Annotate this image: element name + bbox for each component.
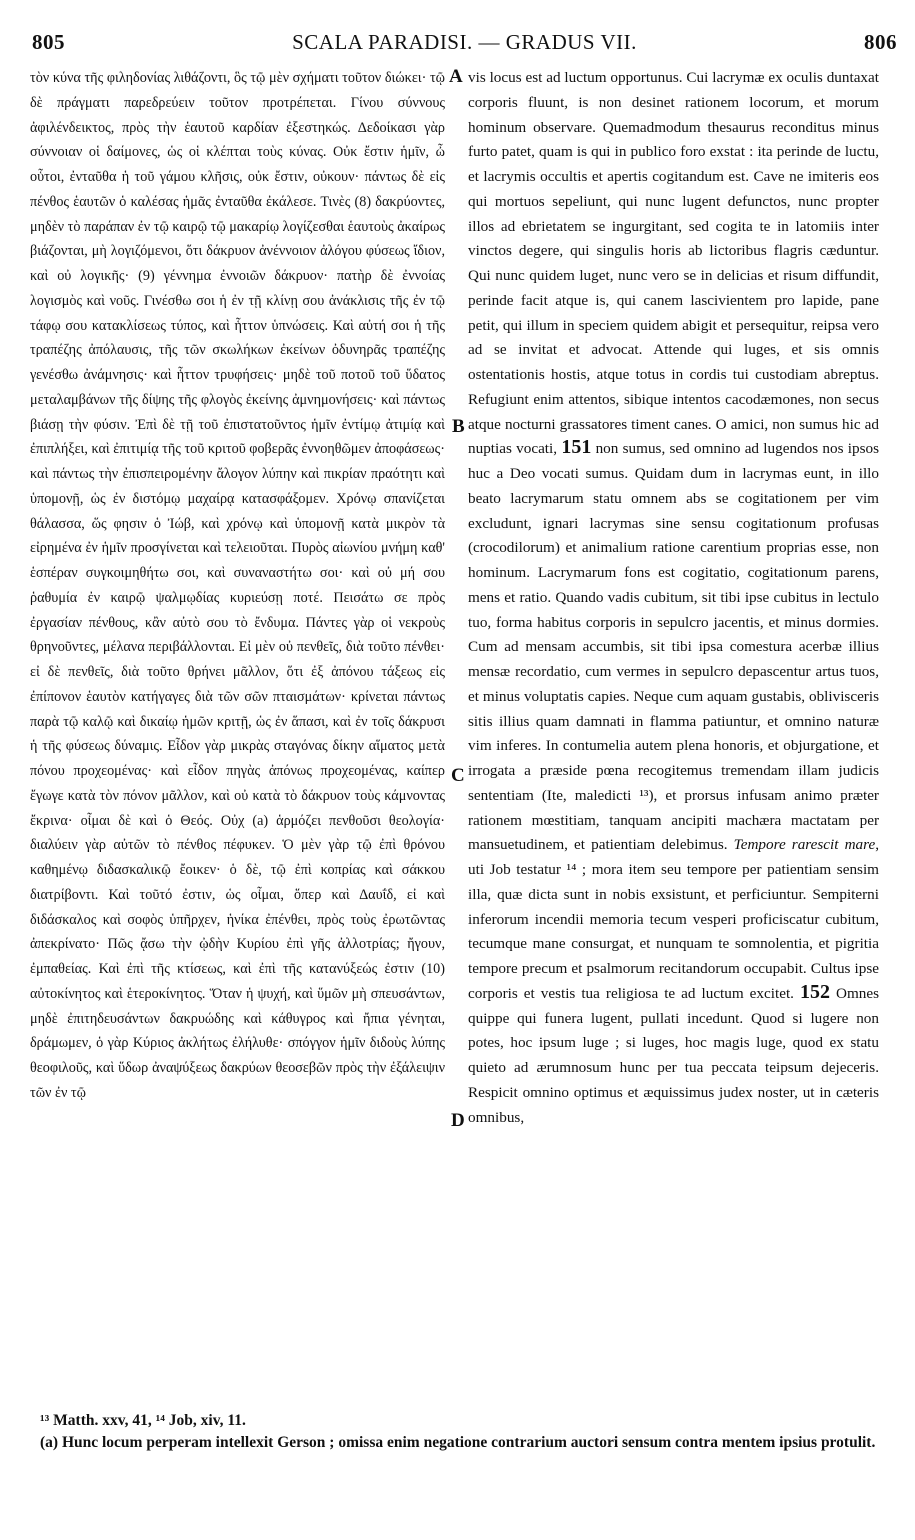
section-number-152: 152 bbox=[799, 980, 830, 1003]
latin-text-part-1: vis locus est ad luctum opportunus. Cui lacrymæ ex oculis duntaxat corporis fluunt, is non desinet rationem locorum, et morum hominum observare. Quemadmodum thesaurus reconditus minus furto patet, quam is qui in publico foro exstat : ita perinde de luctu, et lacrymis occultis et apertis cogitandum est. Cave ne imiteris eos qui mortuos sepeliunt, qui nunc lugent defunctos, nunc propter illos ad ebrietatem se ingurgitant, sed cogita te in latomiis inter vinctos degere, qui singulis horis ab lictoribus flagris cæduntur. Qui nunc quidem luget, nunc vero se in delicias et risum diffundit, perinde facit atque is, qui canem lascivientem pro lapide, pane petit, qui illum in speciem quidem abigit et persequitur, reipsa vero ad se invitat et advocat. Attende qui luges, et sis omnis ostentationis hostis, atque totus in cordis tui custodiam abreptus. Refugiunt enim attentos, sibique intentos cacodæmones, non secus atque nocturni grassatores timent canes. O amici, non sumus hic ad nuptias vocati, bbox=[468, 69, 879, 458]
page-number-left: 805 bbox=[32, 30, 65, 54]
latin-text-part-2: non sumus, sed omnino ad lugendos nos ipsos huc a Deo vocati sumus. Quidam dum in lacrymas eunt, in illo beato lacrymarum statu omnem abs se cogitationem per vim excludunt, ignari lacrymas sine sensu cogitationum profusas (crocodilorum) et animalium ratione carentium proprias esse, non hominum. Lacrymarum fons est cogitatio, cogitationum parens, mens et ratio. Quando vadis cubitum, sit tibi ipse cubitus in lectulo tuo, forma habitus corporis in sepulcro jacentis, et minus dormies. Cum ad mensam accumbis, sit tibi ipsa comestura acerbæ illius mensæ recordatio, cum vermes in sepulcro depascentur artus tuos, et minus voluptatis capies. Neque cum aquam gustabis, oblivisceris sitis illius quam damnati in flamma patiuntur, et omnino naturæ vim inferes. In contumelia autem plena honoris, et objurgatione, et irrogata a præside pœna recogitemus tremendam illam judicis sententiam (Ite, maledicti ¹³), et prorsus infusam animo præter rationem mœstitiam, tanquam ancipiti machæra mactatam per mansuetudinem, et patientiam delebimus. bbox=[468, 440, 879, 854]
footnotes bbox=[30, 1410, 885, 1454]
section-number-151: 151 bbox=[561, 436, 592, 459]
latin-column bbox=[468, 66, 879, 1130]
latin-text-part-3: , uti Job testatur ¹⁴ ; mora item seu tempore per patientiam sensim illa, quæ dicta sunt in nobis exsistunt, et perficiuntur. Sempiterni inferorum incendii memoria tecum vesperi proficiscatur cubitum, tecumque mane consurgat, et nunquam te somnolentia, et pigritia tempore precum et psalmorum recitandorum occupabit. Cultus ipse corporis et vestis tua religiosa te ad luctum excitet. bbox=[468, 836, 880, 1002]
greek-column bbox=[30, 66, 445, 1106]
margin-marker-b: B bbox=[452, 416, 465, 437]
page-number-right: 806 bbox=[864, 30, 897, 54]
running-header bbox=[32, 30, 897, 58]
footnote-a: (a) Hunc locum perperam intellexit Gerson ; omissa enim negatione contrarium auctori sensum contra mentem ipsius protulit. bbox=[40, 1434, 876, 1451]
latin-text bbox=[468, 66, 879, 1130]
latin-text-part-4: Omnes quippe qui funera lugent, pullati incedunt. Quod si lugere non potes, hoc ipsum luge ; si luges, hoc magis luge, quod ex statu quieto ad ærumnosum hunc per tua peccata teipsum dejeceris. Respicit omnino optimus et æquissimus judex noster, ut in cæteris omnibus, bbox=[468, 984, 880, 1126]
margin-marker-a: A bbox=[449, 66, 463, 87]
latin-quote: Tempore rarescit mare bbox=[733, 836, 876, 854]
margin-marker-d: D bbox=[451, 1110, 465, 1131]
greek-text: τὸν κύνα τῆς φιληδονίας λιθάζοντι, ὃς τῷ μὲν σχήματι τοῦτον διώκει· τῷ δὲ πράγματι παρεδρεύειν τοῦτον προτρέπεται. Γίνου σύννους ἀφιλένδεικτος, πρὸς τὴν ἑαυτοῦ καρδίαν ἐξεστηκώς. Δεδοίκασι γὰρ σύννοιαν οἱ δαίμονες, ὡς οἱ κλέπται τοὺς κύνας. Οὐκ ἔστιν ἡμῖν, ὦ οὗτοι, ἐνταῦθα ἡ τοῦ γάμου κλῆσις, οὐκ ἔστιν, οὐκουν· πάντως δὲ εἰς πένθος ἑαυτῶν ὁ καλέσας ἡμᾶς ἐνταῦθα ἐκάλεσε. Τινὲς (8) δακρύοντες, μηδὲν τὸ παράπαν ἐν τῷ καιρῷ τῷ μακαρίῳ λογίζεσθαι ἑαυτοὺς ἀκαίρως βιάζονται, μὴ λογιζόμενοι, ὅτι δάκρυον ἀνέννοιον ἀλόγου φύσεως ἴδιον, καὶ οὐ λογικῆς· (9) γέννημα ἐννοιῶν δάκρυον· πατὴρ δὲ ἐννοίας λογισμὸς καὶ νοῦς. Γινέσθω σοι ἡ ἐν τῇ κλίνῃ σου ἀνάκλισις τῆς ἐν τῷ τάφῳ σου κατακλίσεως τύπος, καὶ ἧττον ὑπνώσεις. Καὶ αὐτή σοι ἡ τῆς τραπέζης ἀπόλαυσις, τῆς τῶν σκωλήκων ἐκείνων ὀδυνηρᾶς τραπέζης γενέσθω ἀνάμνησις· καὶ ἧττον τρυφήσεις· μηδὲ τοῦ ποτοῦ τοῦ ὕδατος μεταλαμβάνων τῆς δίψης τῆς φλογὸς ἐκείνης ἀμνημονήσεις· καὶ πάντως βιάσῃ τὴν φύσιν. Ἐπὶ δὲ τῇ τοῦ ἐπιστατοῦντος ἡμῖν ἐντίμῳ ἀτιμίᾳ καὶ ἐπιπλήξει, καὶ ἐπιτιμίᾳ τῆς τοῦ κριτοῦ φοβερᾶς ἐννοηθῶμεν ἀποφάσεως· καὶ πάντως τὴν ἐπισπειρομένην ἄλογον λύπην καὶ πικρίαν πραότητι καὶ ὑπομονῇ, ὡς ἐν διστόμῳ μαχαίρᾳ κατασφάξομεν. Χρόνῳ σπανίζεται θάλασσα, ὥς φησιν ὁ Ἰώβ, καὶ χρόνῳ καὶ ὑπομονῇ κατὰ μικρὸν τὰ εἰρημένα ἐν ἡμῖν προσγίνεται καὶ τελειοῦται. Πυρὸς αἰωνίου μνήμη καθ' ἑσπέραν συγκοιμηθήτω σοι, καὶ συναναστήτω σοι· καὶ οὐ μή σου ῥαθυμία ἐν καιρῷ ψαλμῳδίας κυριεύσῃ ποτέ. Πεισάτω σε πρὸς ἐργασίαν πένθους, κἂν αὐτὸ σου τὸ ἔνδυμα. Πάντες γὰρ οἱ νεκροὺς θρηνοῦντες, μέλανα περιβάλλονται. Εἰ μὲν οὐ πενθεῖς, διὰ τοῦτο πένθει· εἰ δὲ πενθεῖς, διὰ τοῦτο θρήνει μᾶλλον, ὅτι ἐξ ἀπόνου τάξεως εἰς ἐπίπονον ἑαυτὸν κατήγαγες διὰ τῶν σῶν πταισμάτων· κρίνεται πάντως παρὰ τῷ καλῷ καὶ δικαίῳ ἡμῶν κριτῇ, ὡς ἐν ἅπασι, καὶ ἐν τοῖς δάκρυσι ἡ τῆς φύσεως δύναμις. Εἶδον γὰρ μικρὰς σταγόνας δίκην αἵματος μετὰ πόνου προχεομένας· καὶ εἶδον πηγὰς ἀπόνως προχεομένας, καίπερ ἔγωγε κατὰ τὸν πόνον μᾶλλον, καὶ οὐ κατὰ τὸ δάκρυον τοὺς κάμνοντας ἔκρινα· οἶμαι δὲ καὶ ὁ Θεός. Οὐχ (a) ἁρμόζει πενθοῦσι θεολογία· διαλύειν γὰρ αὐτῶν τὸ πένθος πέφυκεν. Ὁ μὲν γὰρ τῷ ἐπὶ θρόνου καθημένῳ διδασκαλικῷ ἔοικεν· ὁ δὲ, τῷ ἐπὶ κοπρίας καὶ σάκκου διατρίβοντι. Καὶ τοῦτό ἐστιν, ὡς οἶμαι, ὅπερ καὶ Δαυΐδ, εἰ καὶ διδάσκαλος καὶ σοφὸς ὑπῆρχεν, ἡνίκα ἐπένθει, πρὸς τοὺς ἐρωτῶντας ἀπεκρίνατο· Πῶς ᾄσω τὴν ᾠδὴν Κυρίου ἐπὶ γῆς ἀλλοτρίας; ἤγουν, ἐμπαθείας. Καὶ ἐπὶ τῆς κτίσεως, καὶ ἐπὶ τῆς κατανύξεώς ἐστιν (10) αὐτοκίνητος καὶ ἑτεροκίνητος. Ὅταν ἡ ψυχή, καὶ ὕμῶν μὴ σπευσάντων, μηδὲ ἐπιτηδευσάντων δακρυώδης καὶ κάθυγρος καὶ ἤπια γένηται, δράμωμεν, ὁ γὰρ Κύριος ἀκλήτως ἐλήλυθε· σπόγγον ἡμῖν διδοὺς λύπης θεοφιλοῦς, καὶ ὕδωρ ἀναψύξεως δακρύων θεοσεβῶν πρὸς τὴν ἐξάλειψιν τῶν ἐν τῷ bbox=[30, 70, 445, 1101]
running-title: SCALA PARADISI. — GRADUS VII. bbox=[292, 30, 637, 54]
footnote-references: ¹³ Matth. xxv, 41, ¹⁴ Job, xiv, 11. bbox=[40, 1412, 246, 1429]
margin-marker-c: C bbox=[451, 765, 465, 786]
